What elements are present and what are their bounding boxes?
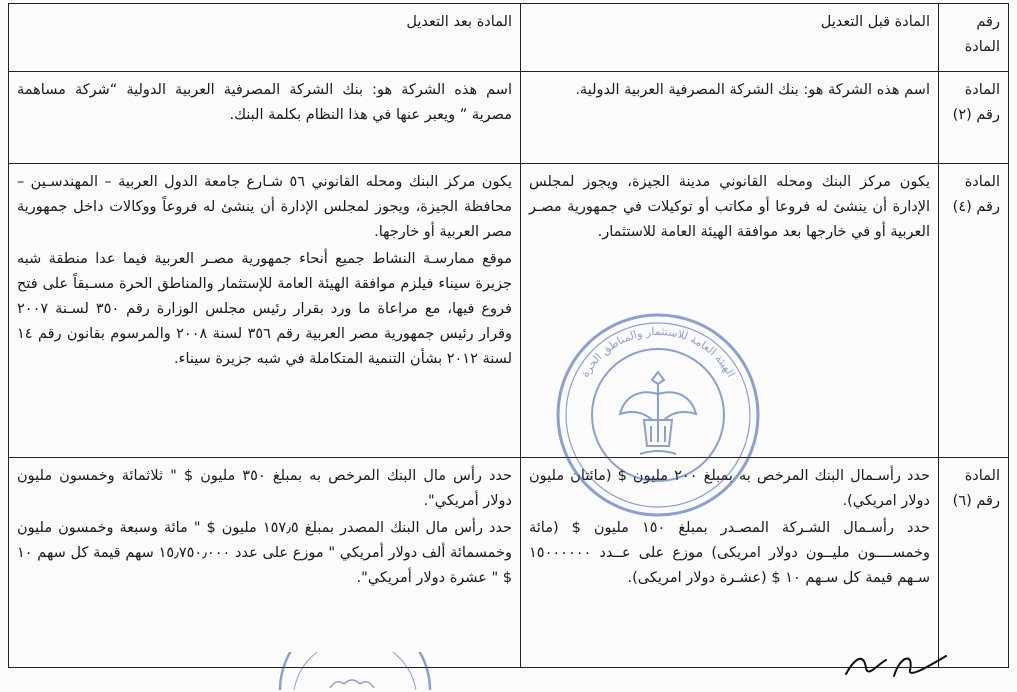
after-paragraph: حدد رأس مال البنك المرخص به بمبلغ ٣٥٠ مليون $ " ثلاثمائة وخمسون مليون دولار أمريكي". (17, 468, 512, 509)
before-paragraph: اسم هذه الشركة هو: بنك الشركة المصرفية العربية الدولية. (575, 82, 930, 98)
after-paragraph: يكون مركز البنك ومحله القانوني ٥٦ شـارع جامعة الدول العربية – المهندسـين – محافظة الجيزة، ويجوز لمجلس الإدارة أن ينشئ له فروعاً ووكالات داخل جمهورية مصر العربية أو خارجها. (17, 174, 512, 240)
before-amendment-cell (521, 72, 939, 164)
after-amendment-cell (9, 164, 521, 458)
table-row-article-6 (9, 458, 1009, 668)
seal-text: الهيئة العامة للاستثمار والمناطق الحرة (578, 325, 738, 380)
before-amendment-cell (521, 164, 939, 458)
header-before-amendment: المادة قبل التعديل (521, 4, 939, 72)
header-article-number: رقم المادة (939, 4, 1009, 72)
after-amendment-cell (9, 458, 521, 668)
article-number-cell: المادة رقم (٤) (939, 164, 1009, 458)
header-after-amendment: المادة بعد التعديل (9, 4, 521, 72)
before-paragraph: حدد رأسـمال البنك المرخص به بمبلغ ٢٠٠ مليون $ (مائتان مليون دولار امريكي). (529, 468, 930, 509)
before-paragraph: حدد رأسـمال الشـركة المصـدر بمبلغ ١٥٠ مليون $ (مائة وخمســــون مليــون دولار امريكى) موزع على عــدد ١٥٠٠٠٠٠٠ سـهم قيمة كل سـهم ١٠ $ (عشـرة دولار امريكى). (529, 519, 930, 586)
after-paragraph: حدد رأس مال البنك المصدر بمبلغ ١٥٧٫٥ مليون $ " مائة وسبعة وخمسون مليون وخمسمائة ألف دولار أمريكي " موزع على عدد ١٥٫٧٥٠٫٠٠٠ سهم قيمة كل سهم ١٠ $ " عشرة دولار أمريكي". (17, 519, 512, 586)
before-paragraph: يكون مركز البنك ومحله القانوني مدينة الجيزة، ويجوز لمجلس الإدارة أن ينشئ له فروعا أو مكاتب أو توكيلات في جمهورية مصـر العربية أو في خارجها بعد موافقة الهيئة العامة للاستثمار. (529, 174, 930, 240)
before-amendment-cell (521, 458, 939, 668)
after-amendment-cell (9, 72, 521, 164)
after-paragraph: اسم هذه الشركة هو: بنك الشركة المصرفية العربية الدولية “شركة مساهمة مصرية ” ويعبر عنها في هذا النظام بكلمة البنك. (17, 82, 512, 123)
table-row-article-2 (9, 72, 1009, 164)
table-row-article-4 (9, 164, 1009, 458)
table-header-row (9, 4, 1009, 72)
article-number-cell: المادة رقم (٢) (939, 72, 1009, 164)
article-number-cell: المادة رقم (٦) (939, 458, 1009, 668)
amendment-table (8, 3, 1009, 668)
after-paragraph: موقع ممارسـة النشاط جميع أنحاء جمهورية مصـر العربية فيما عدا منطقة شبه جزيرة سيناء فيلزم موافقة الهيئة العامة للإستثمار والمناطق الحرة مسـبقاً على فتح فروع فيها، مع مراعاة ما ورد بقرار رئيس مجلس الوزارة رقم ٣٥٠ لسـنة ٢٠٠٧ وقرار رئيس جمهورية مصر العربية رقم ٣٥٦ لسنة ٢٠٠٨ والمرسوم بقانون رقم ١٤ لسنة ٢٠١٢ بشأن التنمية المتكاملة في شبه جزيرة سيناء. (17, 250, 512, 367)
